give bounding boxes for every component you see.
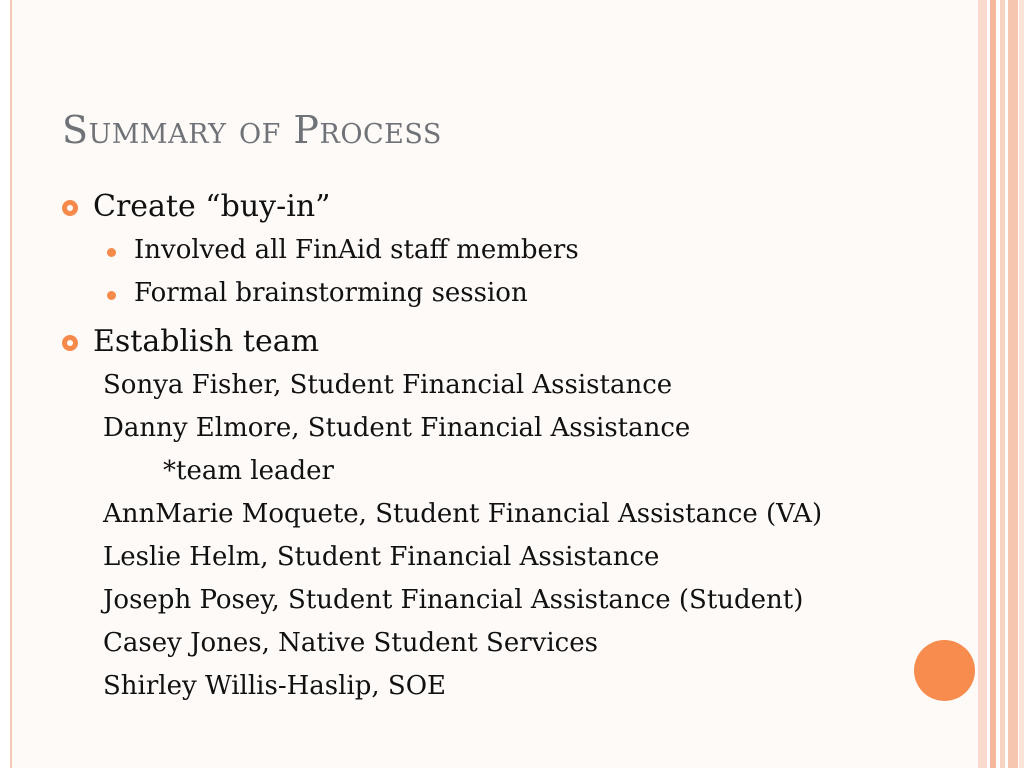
left-border-line [10, 0, 12, 768]
team-member: Danny Elmore, Student Financial Assistance [103, 413, 691, 443]
sub-bullet-dot-icon [107, 291, 116, 300]
decorative-stripe [990, 0, 996, 768]
team-member: Shirley Willis-Haslip, SOE [103, 671, 447, 701]
slide-title: Summary of Process [62, 108, 442, 152]
decorative-stripe [1008, 0, 1018, 768]
team-member: Leslie Helm, Student Financial Assistance [103, 542, 660, 572]
decorative-stripe [1019, 0, 1024, 768]
decorative-circle [914, 640, 975, 701]
team-leader-note: *team leader [163, 456, 334, 486]
team-member: AnnMarie Moquete, Student Financial Assistance (VA) [103, 499, 823, 529]
sub-bullet-text: Involved all FinAid staff members [134, 235, 579, 265]
sub-bullet-dot-icon [107, 248, 116, 257]
team-member: Sonya Fisher, Student Financial Assistance [103, 370, 673, 400]
team-member: Joseph Posey, Student Financial Assistance (Student) [103, 585, 804, 615]
bullet-circle-icon [62, 335, 78, 351]
bullet-text: Create “buy-in” [93, 189, 331, 224]
decorative-stripe [1000, 0, 1005, 768]
sub-bullet-text: Formal brainstorming session [134, 278, 528, 308]
bullet-circle-icon [62, 200, 78, 216]
bullet-text: Establish team [93, 324, 320, 359]
team-member: Casey Jones, Native Student Services [103, 628, 598, 658]
decorative-stripe [978, 0, 987, 768]
